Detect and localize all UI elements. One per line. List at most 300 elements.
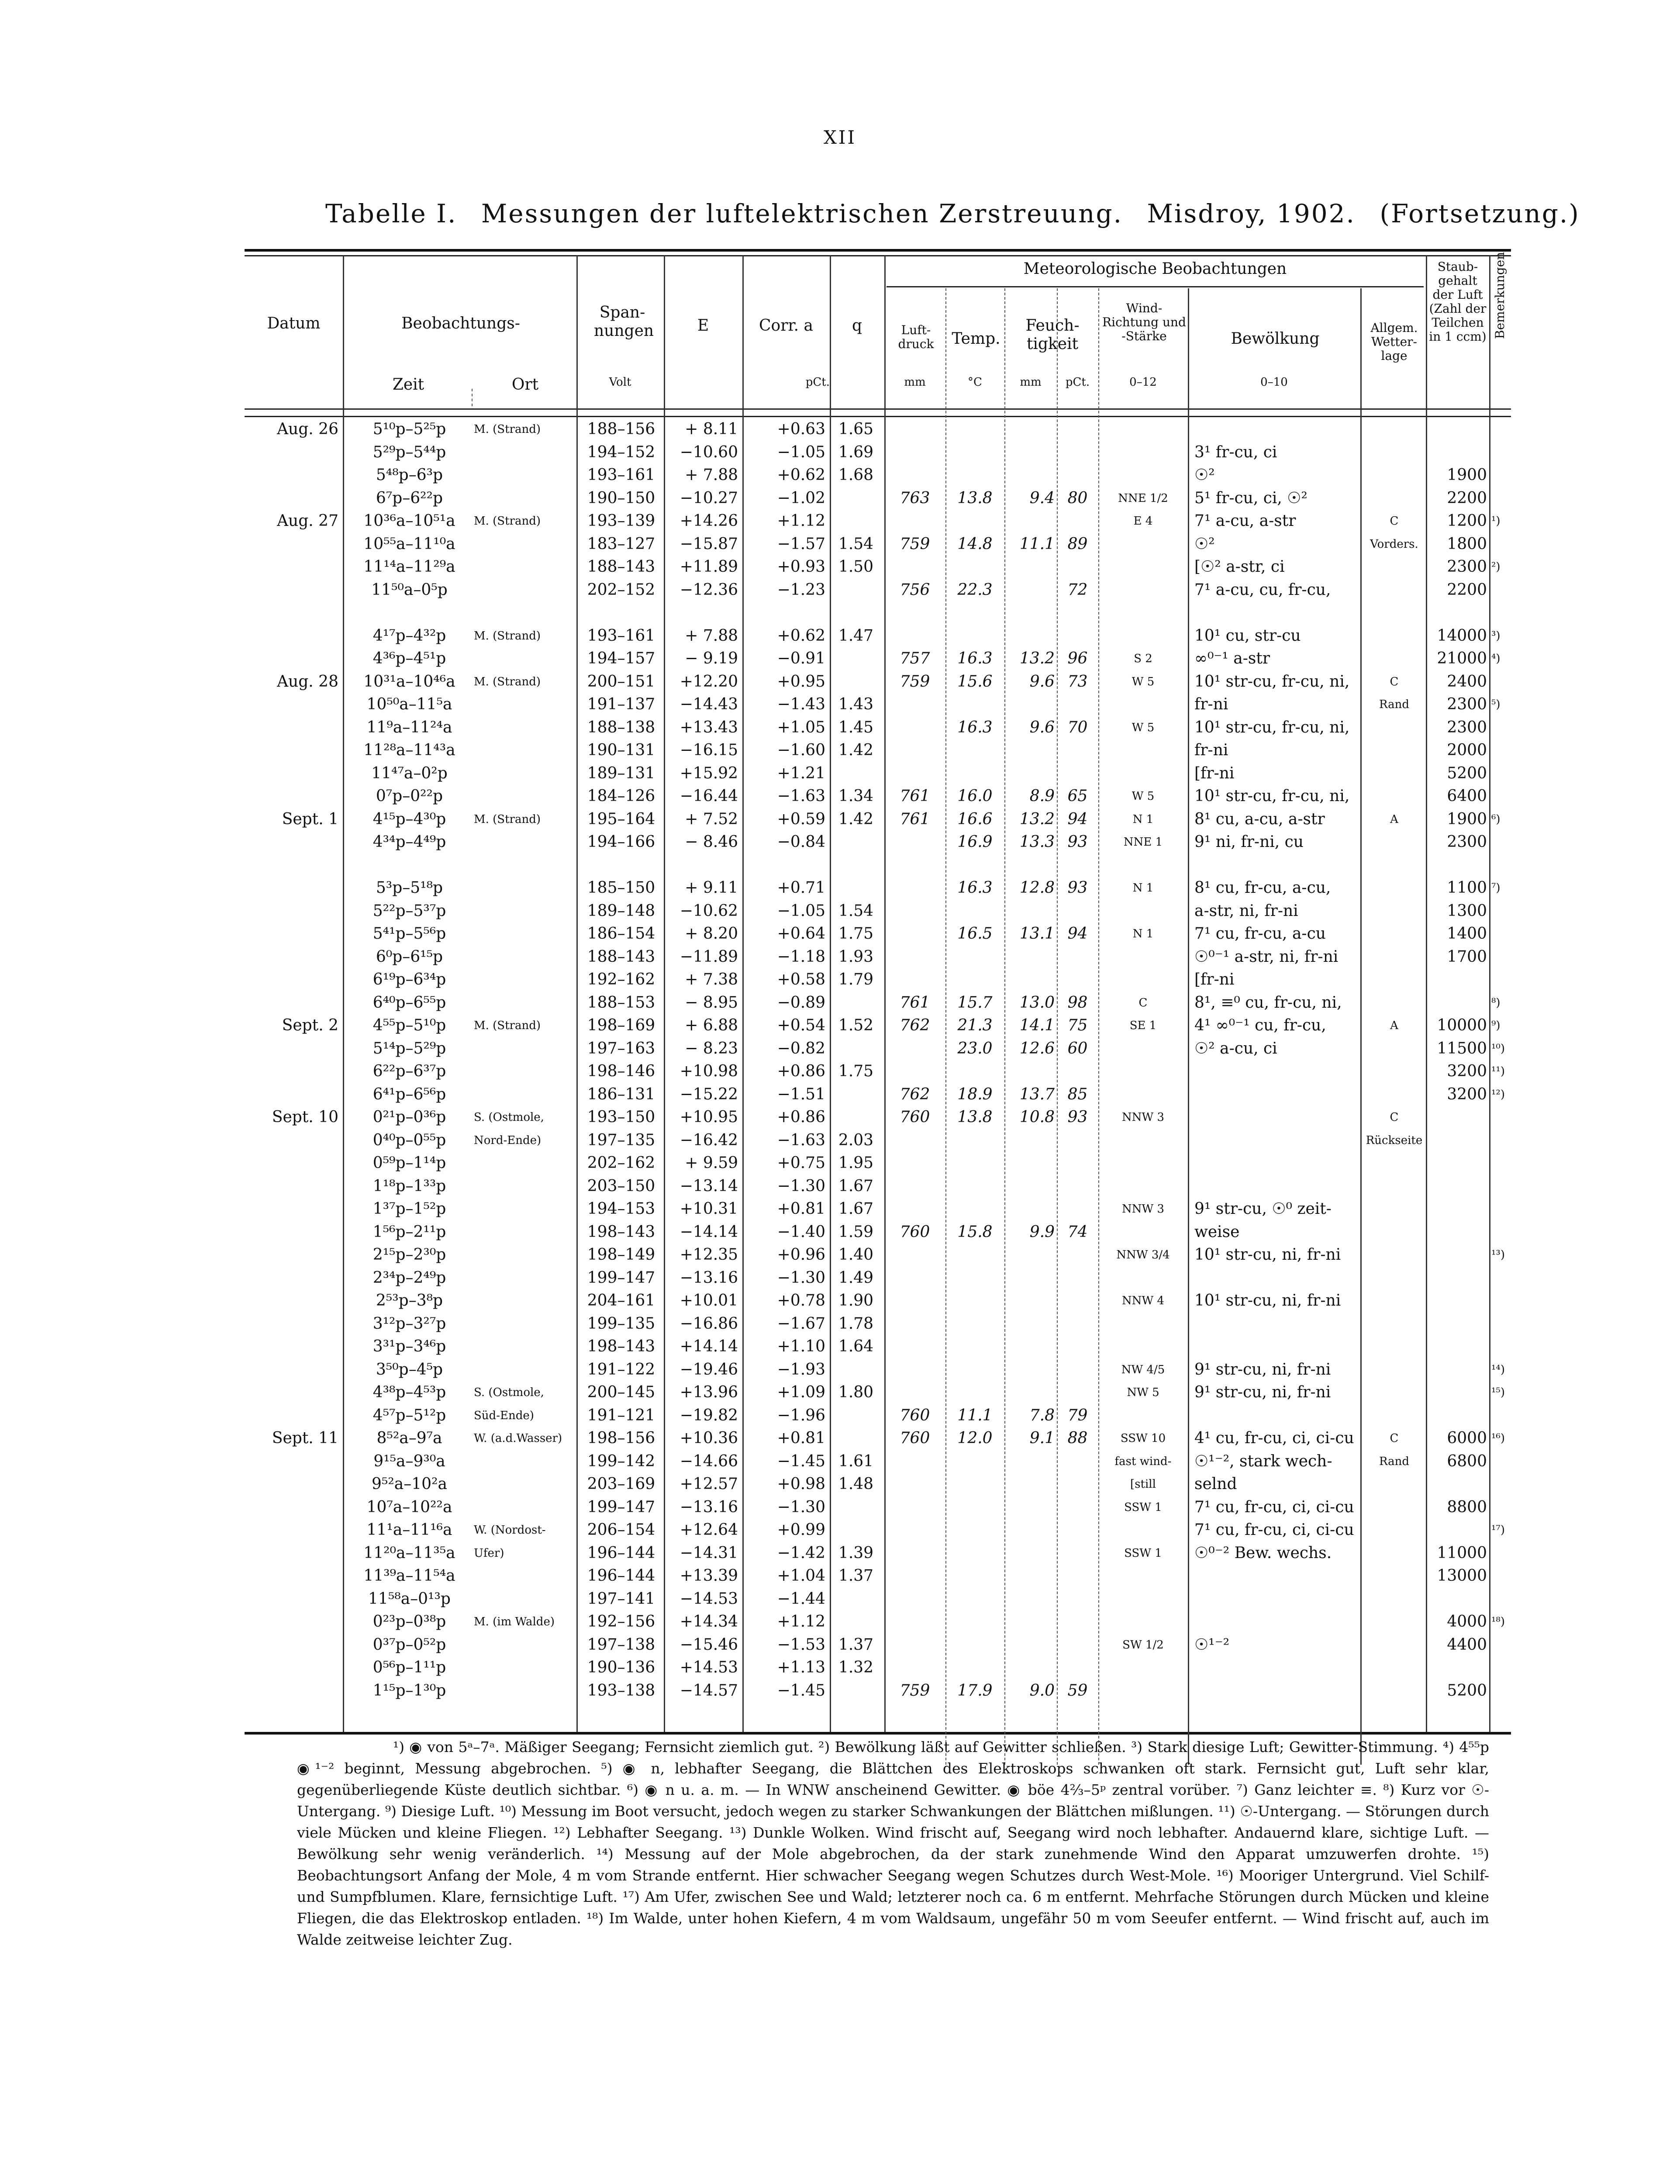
cell-zeit: 10³¹a–10⁴⁶a [363,672,455,691]
cell-e: −13.16 [680,1498,738,1516]
table-row [245,695,1511,715]
cell-spannungen: 188–153 [587,993,655,1012]
cell-wind: W 5 [1131,721,1155,734]
cell-staub: 2300 [1447,558,1487,576]
cell-q: 1.37 [838,1567,874,1585]
table-row [245,947,1511,967]
cell-q: 1.78 [838,1314,874,1333]
cell-e: +12.64 [680,1521,738,1539]
table-row [245,1061,1511,1082]
cell-q: 1.90 [838,1292,874,1310]
cell-feucht-pct: 93 [1067,879,1088,897]
cell-e: +13.39 [680,1567,738,1585]
cell-temp: 15.7 [957,993,993,1012]
cell-staub: 1900 [1447,466,1487,484]
table-row [245,1199,1511,1219]
cell-corr: −1.23 [777,581,825,599]
cell-spannungen: 204–161 [587,1292,655,1310]
table-row [245,993,1511,1013]
cell-corr: +1.12 [777,512,825,530]
cell-q: 1.43 [838,695,874,713]
hdr-datum: Datum [267,314,321,332]
cell-e: +14.53 [680,1659,738,1676]
hdr-q: q [852,317,862,335]
cell-datum: Aug. 28 [277,672,338,691]
cell-feucht-mm: 9.0 [1029,1681,1055,1700]
cell-corr: +0.96 [777,1246,825,1264]
cell-zeit: 4⁵⁷p–5¹²p [373,1406,446,1424]
measurement-table [245,245,1511,1730]
cell-staub: 21000 [1437,650,1487,667]
cell-spannungen: 193–139 [587,512,655,530]
cell-corr: −1.67 [777,1314,825,1333]
cell-staub: 11500 [1437,1039,1487,1057]
cell-wetterlage: Rand [1379,698,1410,711]
cell-corr: −1.30 [777,1268,825,1287]
cell-wind: E 4 [1133,515,1153,528]
cell-feucht-mm: 12.8 [1019,879,1055,897]
cell-bewoelkung: 7¹ cu, fr-cu, ci, ci-cu [1194,1498,1354,1516]
cell-bewoelkung: ☉⁰⁻² Bew. wechs. [1194,1544,1332,1562]
cell-bewoelkung: 7¹ cu, fr-cu, ci, ci-cu [1194,1521,1354,1539]
cell-spannungen: 183–127 [587,535,655,553]
cell-bewoelkung: 10¹ str-cu, fr-cu, ni, [1194,787,1350,805]
cell-spannungen: 199–147 [587,1268,655,1287]
cell-zeit: 1¹⁸p–1³³p [373,1177,446,1195]
cell-e: −10.60 [680,443,738,461]
cell-wetterlage: Rand [1379,1455,1410,1468]
cell-bewoelkung: [fr-ni [1194,764,1235,782]
cell-zeit: 0³⁷p–0⁵²p [373,1635,446,1654]
cell-corr: +0.86 [777,1108,825,1126]
cell-corr: −1.45 [777,1452,825,1470]
cell-spannungen: 189–148 [587,902,655,920]
cell-e: + 8.20 [685,925,738,943]
title-part-1: Tabelle I. [325,199,457,228]
table-row [245,740,1511,760]
cell-wind: [still [1130,1478,1156,1491]
table-row [245,718,1511,738]
cell-spannungen: 188–138 [587,718,655,736]
cell-temp: 18.9 [957,1085,993,1103]
cell-spannungen: 200–145 [587,1383,655,1401]
cell-ort: W. (a.d.Wasser) [474,1432,562,1445]
cell-corr: −1.05 [777,902,825,920]
hdr-staubgehalt: Staub- gehalt der Luft (Zahl der Teilchen in 1 ccm) [1429,259,1487,344]
cell-spannungen: 198–156 [587,1429,655,1447]
cell-staub: 1400 [1447,925,1487,943]
cell-bemerkung: ²) [1491,560,1501,574]
cell-feucht-pct: 85 [1067,1085,1088,1103]
cell-staub: 5200 [1447,764,1487,782]
cell-zeit: 1⁵⁶p–2¹¹p [373,1223,446,1241]
cell-feucht-mm: 13.3 [1019,833,1055,851]
cell-spannungen: 192–162 [587,971,655,988]
cell-corr: −1.63 [777,787,825,805]
table-row [245,809,1511,829]
cell-q: 1.52 [838,1016,874,1034]
cell-corr: −1.42 [777,1544,825,1562]
table-row [245,924,1511,944]
cell-spannungen: 193–161 [587,626,655,645]
cell-spannungen: 203–150 [587,1177,655,1195]
cell-corr: +0.86 [777,1062,825,1080]
cell-ort: M. (Strand) [474,675,541,688]
cell-staub: 1300 [1447,902,1487,920]
cell-zeit: 6⁴⁰p–6⁵⁵p [373,993,446,1012]
cell-q: 1.93 [838,947,874,966]
cell-zeit: 11¹⁴a–11²⁹a [363,558,455,576]
cell-e: + 9.59 [685,1154,738,1172]
cell-corr: −1.40 [777,1223,825,1241]
cell-feucht-pct: 98 [1067,993,1088,1012]
table-row [245,1474,1511,1494]
cell-feucht-pct: 96 [1067,650,1088,667]
table-row [245,534,1511,554]
cell-spannungen: 202–162 [587,1154,655,1172]
cell-temp: 14.8 [957,535,993,553]
page-number: XII [823,127,857,148]
cell-wind: N 1 [1132,812,1154,826]
cell-corr: +0.78 [777,1292,825,1310]
cell-temp: 15.6 [957,672,993,691]
cell-spannungen: 194–157 [587,650,655,667]
cell-feucht-mm: 13.1 [1019,925,1055,943]
cell-spannungen: 188–156 [587,420,655,438]
cell-q: 1.80 [838,1383,874,1401]
table-row [245,626,1511,646]
table-row [245,603,1511,623]
cell-zeit: 0⁷p–0²²p [376,787,443,805]
cell-temp: 22.3 [957,581,993,599]
cell-bewoelkung: 8¹ cu, a-cu, a-str [1194,810,1325,828]
cell-corr: +0.99 [777,1521,825,1539]
cell-wind: W 5 [1131,675,1155,688]
cell-spannungen: 198–143 [587,1223,655,1241]
cell-q: 1.32 [838,1659,874,1676]
cell-wind: SSW 1 [1124,1546,1162,1560]
cell-corr: +1.12 [777,1613,825,1631]
cell-zeit: 0⁵⁶p–1¹¹p [373,1659,446,1676]
cell-spannungen: 188–143 [587,558,655,576]
cell-luftdruck: 757 [900,650,930,667]
cell-feucht-mm: 13.0 [1019,993,1055,1012]
cell-wetterlage: C [1390,675,1399,688]
cell-e: −13.16 [680,1268,738,1287]
cell-e: −16.44 [680,787,738,805]
cell-q: 1.68 [838,466,874,484]
cell-q: 1.49 [838,1268,874,1287]
cell-staub: 10000 [1437,1016,1487,1034]
cell-feucht-pct: 93 [1067,1108,1088,1126]
cell-e: −19.46 [680,1360,738,1379]
cell-zeit: 9¹⁵a–9³⁰a [373,1452,445,1470]
cell-staub: 3200 [1447,1085,1487,1103]
cell-staub: 4400 [1447,1635,1487,1654]
cell-ort: S. (Ostmole, [474,1111,544,1124]
table-row [245,786,1511,806]
cell-bewoelkung: a-str, ni, fr-ni [1194,902,1298,920]
cell-corr: +1.05 [777,718,825,736]
cell-e: −14.53 [680,1590,738,1608]
cell-bewoelkung: 10¹ cu, str-cu [1194,626,1301,645]
unit-pct: pCt. [805,376,830,389]
cell-corr: +0.95 [777,672,825,691]
title-part-3: Misdroy, 1902. [1147,199,1356,228]
cell-zeit: 5¹⁰p–5²⁵p [373,420,446,438]
cell-q: 1.69 [838,443,874,461]
cell-feucht-pct: 60 [1067,1039,1088,1057]
cell-spannungen: 191–137 [587,695,655,713]
cell-e: −14.31 [680,1544,738,1562]
cell-zeit: 2⁵³p–3⁸p [376,1292,443,1310]
unit-pct-2: pCt. [1065,376,1090,389]
cell-corr: −1.18 [777,947,825,966]
cell-bemerkung: ¹⁸) [1491,1615,1505,1628]
cell-e: +14.14 [680,1337,738,1355]
cell-spannungen: 193–161 [587,466,655,484]
table-row [245,419,1511,439]
cell-wind: W 5 [1131,790,1155,803]
cell-wind: N 1 [1132,927,1154,940]
cell-spannungen: 202–152 [587,581,655,599]
hdr-feuchtigkeit: Feuch- tigkeit [1025,317,1080,353]
cell-staub: 11000 [1437,1544,1487,1562]
cell-luftdruck: 762 [900,1016,930,1034]
cell-spannungen: 197–163 [587,1039,655,1057]
cell-spannungen: 199–147 [587,1498,655,1516]
cell-corr: −1.53 [777,1635,825,1654]
cell-bewoelkung: ☉² a-cu, ci [1194,1039,1277,1057]
footnotes [297,1736,1489,1950]
cell-corr: −1.63 [777,1131,825,1149]
cell-bewoelkung: selnd [1194,1475,1237,1493]
cell-luftdruck: 761 [900,810,930,828]
cell-bemerkung: ¹¹) [1491,1065,1505,1078]
cell-e: −16.42 [680,1131,738,1149]
table-row [245,580,1511,600]
cell-e: −16.15 [680,741,738,759]
table-row [245,1635,1511,1655]
cell-zeit: 11²⁸a–11⁴³a [363,741,455,759]
table-row [245,1520,1511,1540]
cell-e: +13.43 [680,718,738,736]
cell-e: +10.01 [680,1292,738,1310]
table-row [245,1382,1511,1403]
cell-corr: −1.43 [777,695,825,713]
cell-bemerkung: ¹⁴) [1491,1363,1505,1376]
cell-corr: +0.71 [777,879,825,897]
cell-luftdruck: 760 [900,1108,930,1126]
cell-staub: 14000 [1437,626,1487,645]
table-row [245,1543,1511,1563]
cell-ort: W. (Nordost- [474,1524,546,1537]
cell-e: −14.14 [680,1223,738,1241]
cell-corr: +1.21 [777,764,825,782]
cell-feucht-mm: 10.8 [1019,1108,1055,1126]
cell-ort: Ufer) [474,1546,504,1560]
cell-luftdruck: 762 [900,1085,930,1103]
footnotes-text: ¹) ◉ von 5ᵃ–7ᵃ. Mäßiger Seegang; Fernsicht ziemlich gut. ²) Bewölkung läßt auf Gewitter schließen. ³) Stark diesige Luft; Gewitter-Stimmung. ⁴) 4⁵⁵p ◉¹⁻² beginnt, Messung abgebrochen. ⁵) ◉ n, lebhafter Seegang, die Blättchen des Elektroskops schwanken oft stark. Fernsicht gut, Luft sehr klar, gegenüberliegende Küste deutlich sichtbar. ⁶) ◉ n u. a. m. — In WNW anscheinend Gewitter. ◉ böe 4⅔–5ᵖ zentral vorüber. ⁷) Ganz leichter ≡. ⁸) Kurz vor ☉-Untergang. ⁹) Diesige Luft. ¹⁰) Messung im Boot versucht, jedoch wegen zu starker Schwankungen der Blättchen mißlungen. ¹¹) ☉-Untergang. — Störungen durch viele Mücken und kleine Fliegen. ¹²) Lebhafter Seegang. ¹³) Dunkle Wolken. Wind frischt auf, Seegang wird noch lebhafter. Andauernd klare, sichtige Luft. — Bewölkung sehr wenig veränderlich. ¹⁴) Messung auf der Mole abgebrochen, da der stark zunehmende Wind den Apparat umzuwerfen drohte. ¹⁵) Beobachtungsort Anfang der Mole, 4 m vom Strande entfernt. Hier schwacher Seegang wegen Schutzes durch West-Mole. ¹⁶) Mooriger Untergrund. Viel Schilf- und Sumpfblumen. Klare, fernsichtige Luft. ¹⁷) Am Ufer, zwischen See und Wald; letzterer noch ca. 6 m entfernt. Mehrfache Störungen durch Mücken und kleine Fliegen, die das Elektroskop entladen. ¹⁸) Im Walde, unter hohen Kiefern, 4 m vom Waldsaum, ungefähr 50 m vom Seeufer entfernt. — Wind frischt auf, auch im Walde zeitweise leichter Zug. [297,1738,1489,1948]
cell-q: 1.75 [838,925,874,943]
cell-wind: SW 1/2 [1122,1638,1164,1652]
table-row [245,1245,1511,1265]
cell-feucht-mm: 9.6 [1029,718,1055,736]
cell-staub: 2000 [1447,741,1487,759]
cell-feucht-pct: 89 [1067,535,1088,553]
cell-zeit: 0⁴⁰p–0⁵⁵p [373,1131,446,1149]
cell-q: 1.59 [838,1223,874,1241]
cell-corr: +1.13 [777,1659,825,1676]
cell-luftdruck: 759 [900,1681,930,1700]
cell-zeit: 10⁵⁵a–11¹⁰a [363,535,455,553]
cell-q: 1.34 [838,787,874,805]
cell-bewoelkung: 9¹ str-cu, ni, fr-ni [1194,1360,1331,1379]
cell-wind: SSW 10 [1120,1432,1166,1445]
cell-feucht-mm: 9.6 [1029,672,1055,691]
cell-spannungen: 197–135 [587,1131,655,1149]
cell-zeit: 5⁴¹p–5⁵⁶p [373,925,446,943]
cell-e: −15.87 [680,535,738,553]
cell-zeit: 5¹⁴p–5²⁹p [373,1039,446,1057]
cell-wind: NNE 1/2 [1118,491,1168,505]
cell-luftdruck: 760 [900,1223,930,1241]
cell-spannungen: 199–142 [587,1452,655,1470]
table-row [245,855,1511,875]
cell-feucht-mm: 9.4 [1029,489,1055,507]
cell-e: +15.92 [680,764,738,782]
hdr-beobachtungs: Beobachtungs- [401,314,520,332]
cell-corr: −1.02 [777,489,825,507]
cell-bewoelkung: 9¹ str-cu, ni, fr-ni [1194,1383,1331,1401]
cell-temp: 13.8 [957,489,993,507]
cell-spannungen: 189–131 [587,764,655,782]
cell-bewoelkung: ☉² [1194,535,1215,553]
table-row [245,488,1511,508]
rule-header-2 [245,416,1511,417]
cell-wind: NW 4/5 [1121,1363,1165,1376]
cell-corr: −1.93 [777,1360,825,1379]
cell-e: +12.35 [680,1246,738,1264]
cell-bewoelkung: ☉¹⁻², stark wech- [1194,1452,1332,1470]
cell-zeit: 10⁵⁰a–11⁵a [366,695,452,713]
cell-q: 1.39 [838,1544,874,1562]
cell-spannungen: 191–122 [587,1360,655,1379]
cell-feucht-pct: 65 [1067,787,1088,805]
cell-e: +14.26 [680,512,738,530]
cell-corr: −1.30 [777,1498,825,1516]
cell-bemerkung: ⁴) [1491,652,1501,665]
cell-luftdruck: 760 [900,1429,930,1447]
table-title [325,199,1580,228]
cell-zeit: 6⁴¹p–6⁵⁶p [373,1085,446,1103]
cell-bewoelkung: ☉⁰⁻¹ a-str, ni, fr-ni [1194,947,1338,966]
table-row [245,465,1511,485]
cell-corr: −1.96 [777,1406,825,1424]
cell-staub: 6400 [1447,787,1487,805]
cell-wind: SSW 1 [1124,1500,1162,1514]
cell-zeit: 4³⁸p–4⁵³p [373,1383,446,1401]
cell-corr: −1.30 [777,1177,825,1195]
cell-spannungen: 194–152 [587,443,655,461]
cell-spannungen: 184–126 [587,787,655,805]
cell-staub: 2400 [1447,672,1487,691]
cell-e: −15.46 [680,1635,738,1654]
cell-bemerkung: ³) [1491,629,1501,643]
cell-spannungen: 185–150 [587,879,655,897]
table-row [245,1039,1511,1059]
cell-q: 1.48 [838,1475,874,1493]
hdr-bemerkungen: Bemerkungen [1493,252,1507,339]
cell-wind: S 2 [1134,652,1152,665]
cell-feucht-mm: 9.9 [1029,1223,1055,1241]
cell-temp: 17.9 [957,1681,993,1700]
cell-bemerkung: ⁵) [1491,698,1501,711]
cell-corr: +0.81 [777,1200,825,1218]
cell-zeit: 5⁴⁸p–6³p [376,466,443,484]
cell-spannungen: 198–149 [587,1246,655,1264]
cell-ort: M. (Strand) [474,1019,541,1032]
table-row [245,764,1511,784]
table-row [245,1658,1511,1678]
cell-wind: NNW 4 [1121,1294,1165,1307]
cell-temp: 16.3 [957,718,993,736]
table-row [245,901,1511,921]
cell-ort: S. (Ostmole, [474,1386,544,1399]
cell-staub: 1100 [1447,879,1487,897]
cell-e: +12.20 [680,672,738,691]
cell-temp: 12.0 [957,1429,993,1447]
cell-staub: 2300 [1447,718,1487,736]
cell-zeit: 11¹a–11¹⁶a [366,1521,452,1539]
rule-top [245,249,1511,252]
cell-feucht-mm: 8.9 [1029,787,1055,805]
cell-bemerkung: ⁷) [1491,881,1501,895]
cell-zeit: 2¹⁵p–2³⁰p [373,1246,446,1264]
cell-bewoelkung: 9¹ str-cu, ☉⁰ zeit- [1194,1200,1332,1218]
cell-ort: M. (Strand) [474,812,541,826]
cell-wind: C [1138,996,1148,1009]
cell-staub: 8800 [1447,1498,1487,1516]
cell-spannungen: 199–135 [587,1314,655,1333]
hdr-meteorologische: Meteorologische Beobachtungen [1023,260,1287,278]
cell-spannungen: 195–164 [587,810,655,828]
cell-e: + 6.88 [685,1016,738,1034]
cell-e: +10.36 [680,1429,738,1447]
cell-wind: N 1 [1132,881,1154,895]
cell-luftdruck: 759 [900,672,930,691]
cell-q: 1.50 [838,558,874,576]
cell-zeit: 3⁵⁰p–4⁵p [376,1360,443,1379]
cell-bewoelkung: 10¹ str-cu, ni, fr-ni [1194,1246,1341,1264]
cell-ort: Nord-Ende) [474,1133,542,1147]
cell-zeit: 4³⁶p–4⁵¹p [373,650,446,667]
cell-bemerkung: ¹³) [1491,1248,1505,1261]
cell-feucht-pct: 94 [1067,925,1088,943]
cell-corr: +0.58 [777,971,825,988]
cell-zeit: 11⁵⁸a–0¹³p [368,1590,451,1608]
cell-spannungen: 193–150 [587,1108,655,1126]
cell-bewoelkung: 10¹ str-cu, ni, fr-ni [1194,1292,1341,1310]
cell-e: − 8.95 [685,993,738,1012]
cell-feucht-pct: 59 [1067,1681,1088,1700]
cell-q: 2.03 [838,1131,874,1149]
hdr-e: E [697,317,709,335]
cell-bemerkung: ⁸) [1491,996,1501,1009]
cell-e: −15.22 [680,1085,738,1103]
cell-feucht-mm: 13.2 [1019,650,1055,667]
table-row [245,672,1511,692]
